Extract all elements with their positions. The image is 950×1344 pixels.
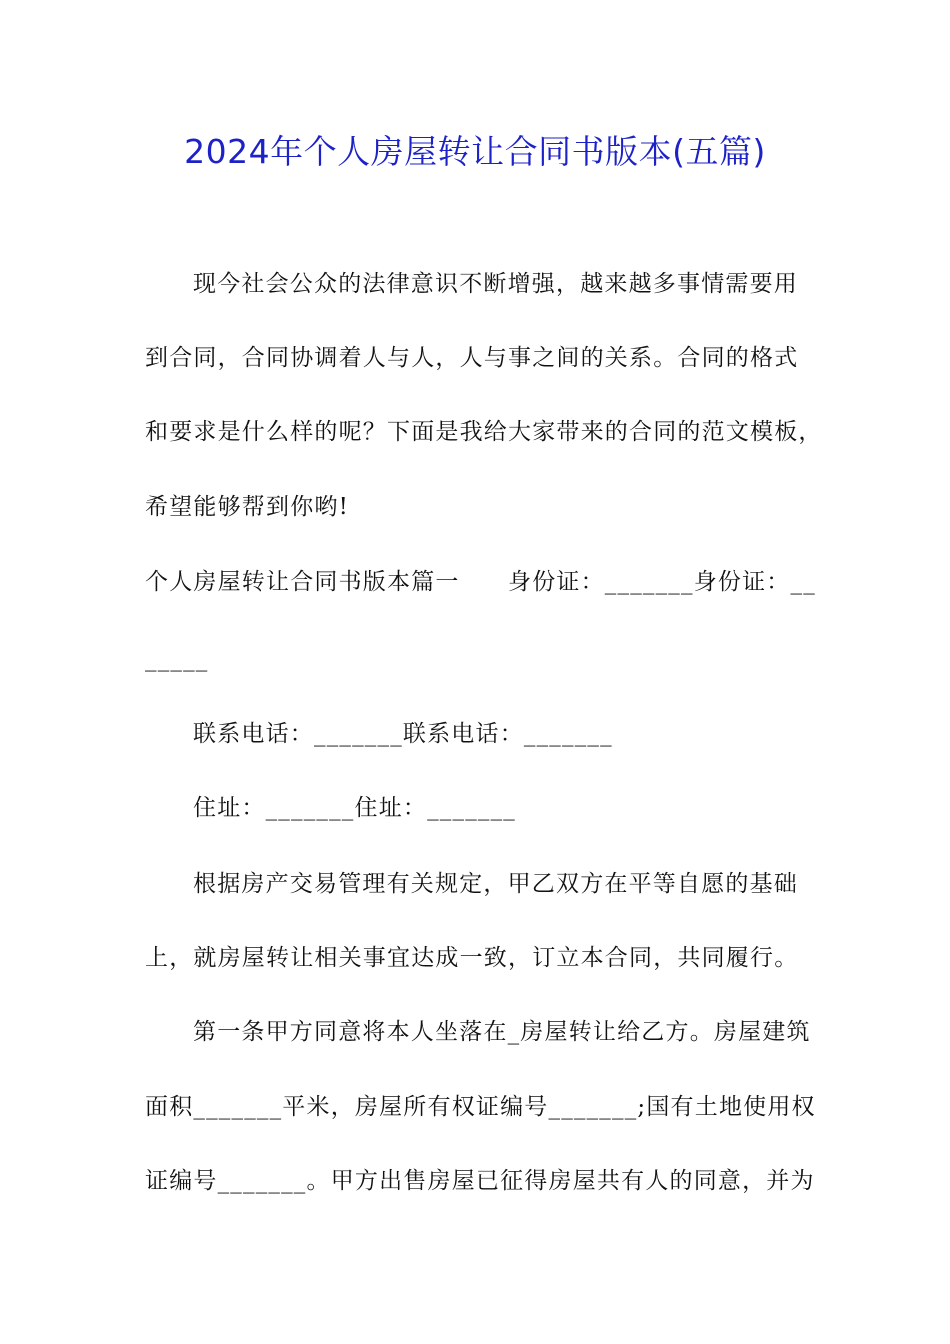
paragraph-basis-line-2: 上，就房屋转让相关事宜达成一致，订立本合同，共同履行。 xyxy=(145,945,799,971)
paragraph-intro-line-4: 希望能够帮到你哟! xyxy=(145,494,350,520)
section-heading-id-line: 个人房屋转让合同书版本篇一 身份证：_______身份证：__ xyxy=(145,569,816,595)
document-title: 2024年个人房屋转让合同书版本(五篇) xyxy=(184,132,766,171)
paragraph-intro-line-3: 和要求是什么样的呢？下面是我给大家带来的合同的范文模板， xyxy=(145,419,823,445)
paragraph-intro-line-2: 到合同，合同协调着人与人，人与事之间的关系。合同的格式 xyxy=(145,345,799,371)
article-one-line-1: 第一条甲方同意将本人坐落在_房屋转让给乙方。房屋建筑 xyxy=(193,1019,811,1045)
contact-phone-line: 联系电话：_______联系电话：_______ xyxy=(193,721,613,747)
id-line-continuation: _____ xyxy=(145,646,209,672)
paragraph-basis-line-1: 根据房产交易管理有关规定，甲乙双方在平等自愿的基础 xyxy=(193,871,798,897)
article-one-line-3: 证编号_______。甲方出售房屋已征得房屋共有人的同意，并为 xyxy=(145,1168,815,1194)
article-one-line-2: 面积_______平米，房屋所有权证编号_______;国有土地使用权 xyxy=(145,1094,816,1120)
address-line: 住址：_______住址：_______ xyxy=(193,795,516,821)
paragraph-intro-line-1: 现今社会公众的法律意识不断增强，越来越多事情需要用 xyxy=(193,271,798,297)
